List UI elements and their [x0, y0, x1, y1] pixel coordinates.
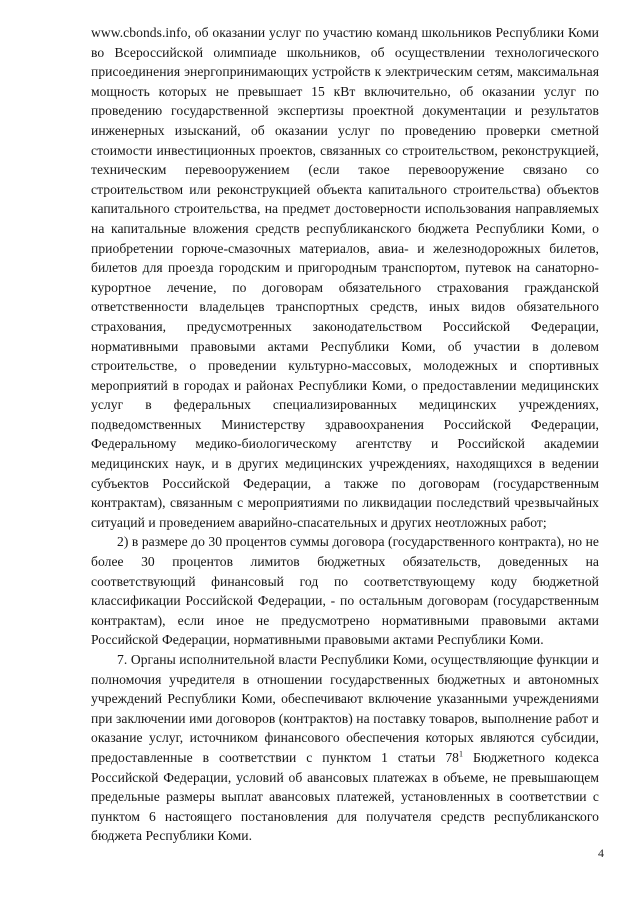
- paragraph-item-2: 2) в размере до 30 процентов суммы договора (государственного контракта), но не более 30 процентов лимитов бюджетных обязательств, доведенных на соответствующий финансовый год по соответствующему коду бюджетной классификации Российской Федерации, - по остальным договорам (государственным контрактам), если иное не предусмотрено нормативными правовыми актами Российской Федерации, нормативными правовыми актами Республики Коми.: [91, 534, 599, 648]
- page-number: 4: [598, 846, 604, 860]
- paragraph-item-7: [91, 650, 599, 846]
- paragraph-7-text-start: 7. Органы исполнительной власти Республики Коми, осуществляющие функции и полномочия учредителя в отношении государственных бюджетных и автономных учреждений Республики Коми, обеспечивают включение указанными учреждениями при заключении ими договоров (контрактов) на поставку товаров, выполнение работ и оказание услуг, источником финансового обеспечения которых являются субсидии, предоставленные в соответствии с пунктом 1 статьи 78: [91, 652, 599, 765]
- paragraph-continuation: www.cbonds.info, об оказании услуг по участию команд школьников Республики Коми во Всероссийской олимпиаде школьников, об осуществлении технологического присоединения энергопринимающих устройств к электрическим сетям, максимальная мощность которых не превышает 15 кВт включительно, об оказании услуг по проведению государственной экспертизы проектной документации и результатов инженерных изысканий, об оказании услуг по проведению проверки сметной стоимости инвестиционных проектов, связанных со строительством, реконструкцией, техническим перевооружением (если такое перевооружение связано со строительством или реконструкцией объекта капитального строительства) объектов капитального строительства, на предмет достоверности использования направляемых на капитальные вложения средств республиканского бюджета Республики Коми, о приобретении горюче-смазочных материалов, авиа- и железнодорожных билетов, билетов для проезда городским и пригородным транспортом, путевок на санаторно-курортное лечение, по договорам обязательного страхования гражданской ответственности владельцев транспортных средств, иных видов обязательного страхования, предусмотренных законодательством Российской Федерации, нормативными правовыми актами Республики Коми, об участии в долевом строительстве, о проведении культурно-массовых, молодежных и спортивных мероприятий в городах и районах Республики Коми, о предоставлении медицинских услуг в федеральных специализированных медицинских учреждениях, подведомственных Министерству здравоохранения Российской Федерации, Федеральному медико-биологическому агентству и Российской академии медицинских наук, и в других медицинских учреждениях, находящихся в ведении субъектов Российской Федерации, а также по договорам (государственным контрактам), связанным с мероприятиями по ликвидации последствий чрезвычайных ситуаций и проведением аварийно-спасательных и других неотложных работ;: [91, 25, 599, 530]
- article-superscript: 1: [459, 749, 464, 759]
- document-body: [91, 23, 599, 846]
- paragraph-7-text-end: Бюджетного кодекса Российской Федерации, условий об авансовых платежах в объеме, не превышающем предельные размеры выплат авансовых платежей, установленных в соответствии с пунктом 6 настоящего постановления для получателя средств республиканского бюджета Республики Коми.: [91, 749, 599, 844]
